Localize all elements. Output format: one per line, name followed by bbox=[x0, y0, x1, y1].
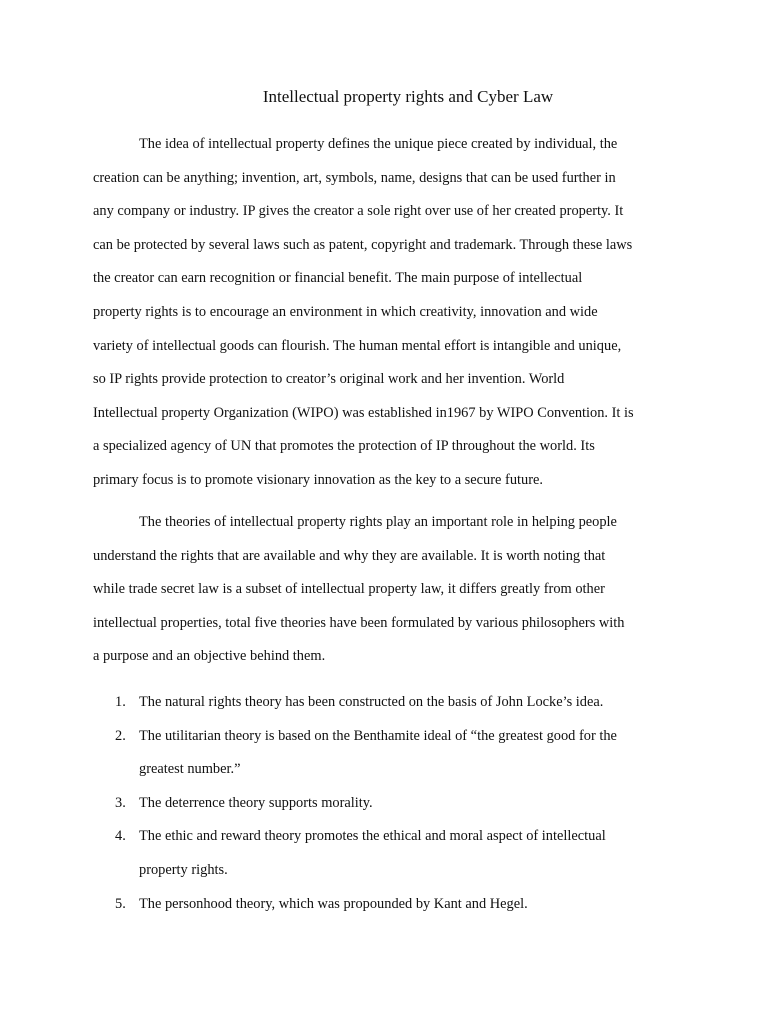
paragraph-intro bbox=[93, 128, 693, 498]
list-number: 2. bbox=[115, 727, 126, 744]
paragraph-line: Intellectual property Organization (WIPO) was established in1967 by WIPO Convention. It is bbox=[93, 404, 634, 421]
paragraph-line: intellectual properties, total five theories have been formulated by various philosophers with bbox=[93, 614, 625, 631]
paragraph-line: any company or industry. IP gives the creator a sole right over use of her created property. It bbox=[93, 203, 624, 220]
list-number: 4. bbox=[115, 828, 126, 845]
list-item-text: greatest number.” bbox=[139, 761, 241, 778]
document-title: Intellectual property rights and Cyber Law bbox=[262, 87, 554, 106]
paragraph-line: the creator can earn recognition or financial benefit. The main purpose of intellectual bbox=[93, 270, 583, 287]
list-item bbox=[93, 888, 693, 922]
list-item bbox=[93, 686, 693, 720]
list-item bbox=[93, 787, 693, 821]
list-number: 1. bbox=[115, 694, 126, 710]
paragraph-line: so IP rights provide protection to creator’s original work and her invention. World bbox=[93, 371, 565, 388]
list-item-text: The personhood theory, which was propounded by Kant and Hegel. bbox=[139, 895, 528, 912]
paragraph-line: understand the rights that are available and why they are available. It is worth noting that bbox=[93, 547, 606, 564]
paragraph-theories bbox=[93, 506, 693, 674]
list-number: 3. bbox=[115, 794, 126, 811]
list-item bbox=[93, 720, 693, 787]
paragraph-line: creation can be anything; invention, art, symbols, name, designs that can be used further in bbox=[93, 169, 616, 186]
paragraph-line: property rights is to encourage an environment in which creativity, innovation and wide bbox=[93, 303, 598, 320]
paragraph-line: a specialized agency of UN that promotes the protection of IP throughout the world. Its bbox=[93, 438, 595, 455]
list-item-text: property rights. bbox=[139, 861, 228, 878]
paragraph-line: The theories of intellectual property rights play an important role in helping people bbox=[139, 514, 617, 530]
paragraph-line: a purpose and an objective behind them. bbox=[93, 648, 326, 665]
paragraph-line: while trade secret law is a subset of intellectual property law, it differs greatly from other bbox=[93, 581, 605, 598]
paragraph-line: variety of intellectual goods can flourish. The human mental effort is intangible and unique, bbox=[93, 337, 622, 354]
list-number: 5. bbox=[115, 895, 126, 912]
list-item bbox=[93, 820, 693, 887]
paragraph-line: primary focus is to promote visionary innovation as the key to a secure future. bbox=[93, 471, 543, 488]
list-item-text: The utilitarian theory is based on the Benthamite ideal of “the greatest good for the bbox=[139, 727, 617, 744]
list-item-text: The natural rights theory has been constructed on the basis of John Locke’s idea. bbox=[139, 694, 604, 710]
paragraph-line: The idea of intellectual property defines the unique piece created by individual, the bbox=[139, 136, 618, 152]
paragraph-line: can be protected by several laws such as patent, copyright and trademark. Through these laws bbox=[93, 236, 633, 253]
theories-list bbox=[93, 686, 693, 921]
list-item-text: The ethic and reward theory promotes the ethical and moral aspect of intellectual bbox=[139, 828, 606, 845]
list-item-text: The deterrence theory supports morality. bbox=[139, 794, 373, 811]
